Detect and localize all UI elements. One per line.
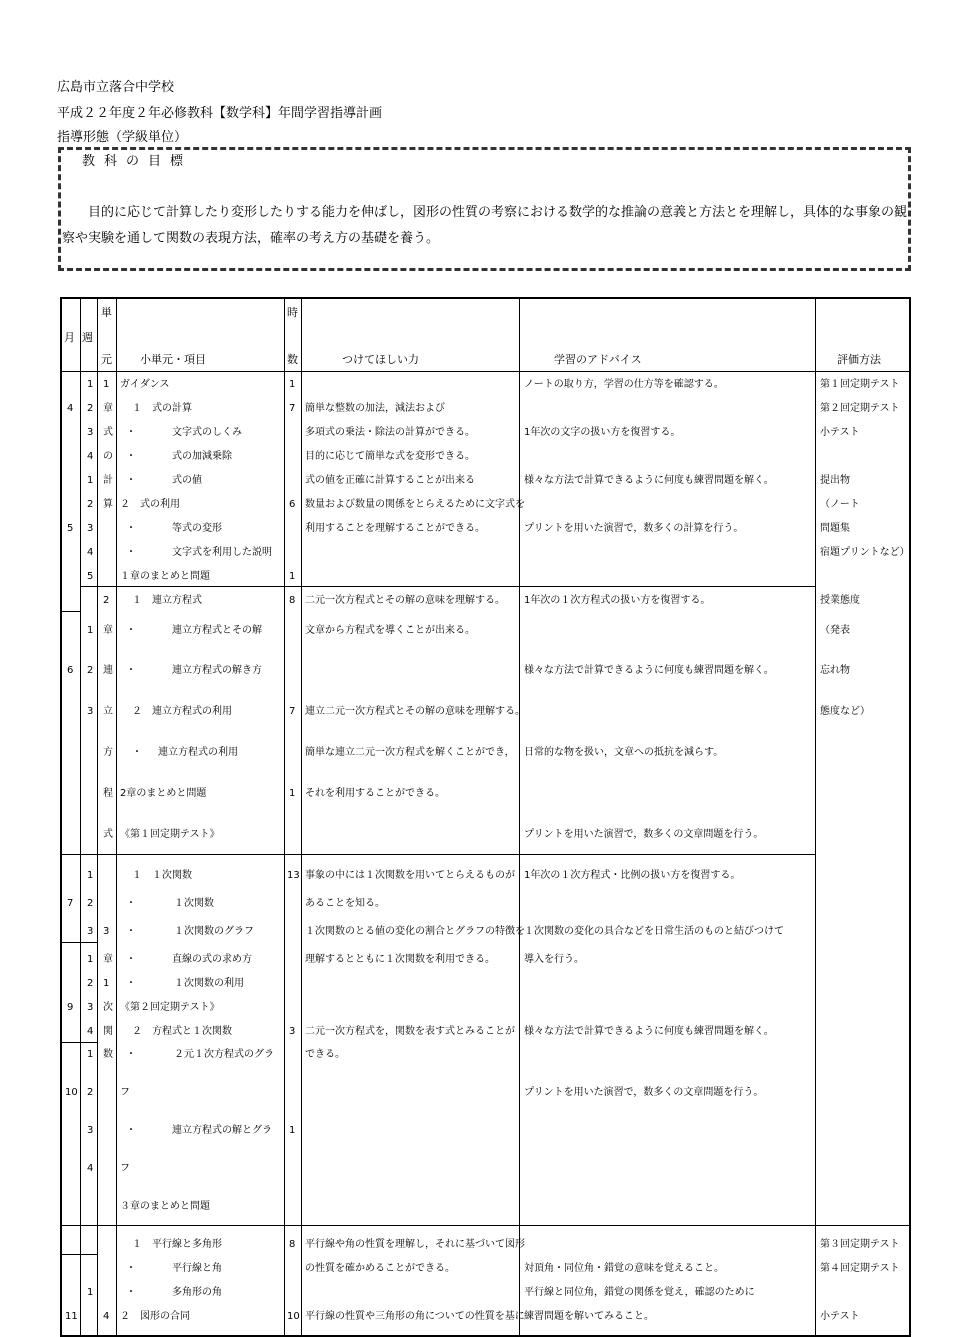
table-cell: １次関数のグラフ: [174, 926, 254, 937]
table-cell: 簡単な連立二元一次方程式を解くことができ，: [305, 747, 515, 758]
table-cell: 7: [289, 706, 296, 717]
table-cell: プリントを用いた演習で，数多くの文章問題を行う。: [524, 1087, 764, 1098]
table-cell: 章: [103, 954, 113, 965]
table-cell: 《第１回定期テスト》: [120, 829, 220, 840]
table-cell: の性質を確かめることができる。: [305, 1263, 455, 1274]
table-cell: 1: [103, 978, 110, 989]
table-cell: 8: [289, 595, 296, 606]
table-cell: 2: [87, 403, 94, 414]
table-cell: 平行線や角の性質を理解し，それに基づいて図形: [305, 1239, 525, 1250]
table-cell: 章: [103, 403, 113, 414]
table-cell: （ノート: [820, 499, 860, 510]
table-cell: 第１回定期テスト: [820, 379, 900, 390]
table-cell: 導入を行う。: [524, 954, 584, 965]
table-cell: 直線の式の求め方: [172, 954, 252, 965]
header-unit: 単: [101, 306, 112, 319]
table-cell: 1年次の１次方程式・比例の扱い方を復習する。: [524, 870, 741, 881]
table-cell: １章のまとめと問題: [120, 571, 210, 582]
table-cell: 3: [87, 926, 94, 937]
table-cell: 2: [87, 1087, 94, 1098]
table-cell: ２ 方程式と１次関数: [132, 1026, 232, 1037]
header-advice: 学習のアドバイス: [554, 353, 642, 366]
table-cell: プリントを用いた演習で，数多くの計算を行う。: [524, 523, 744, 534]
table-cell: 3: [87, 523, 94, 534]
table-cell: 11: [65, 1311, 78, 1322]
table-cell: 9: [67, 1002, 74, 1013]
table-cell: 等式の変形: [172, 523, 222, 534]
table-cell: それを利用することができる。: [305, 788, 445, 799]
table-cell: 1: [289, 379, 296, 390]
table-cell: 態度など）: [820, 706, 870, 717]
table-cell: 式: [103, 427, 113, 438]
table-cell: プリントを用いた演習で，数多くの文章問題を行う。: [524, 829, 764, 840]
table-cell: フ: [120, 1087, 130, 1098]
table-cell: 1: [87, 475, 94, 486]
table-cell: 第４回定期テスト: [820, 1263, 900, 1274]
table-cell: 3: [289, 1026, 296, 1037]
table-cell: ・: [126, 926, 136, 937]
table-cell: 算: [103, 499, 113, 510]
table-cell: ・: [126, 978, 136, 989]
table-cell: １ 式の計算: [132, 403, 192, 414]
table-cell: 次: [103, 1002, 113, 1013]
table-cell: 第２回定期テスト: [820, 403, 900, 414]
table-cell: できる。: [305, 1049, 345, 1060]
table-cell: 小テスト: [820, 427, 860, 438]
table-cell: 6: [289, 499, 296, 510]
header-month: 月: [64, 331, 75, 344]
table-cell: 連立方程式の解き方: [172, 665, 262, 676]
table-cell: 日常的な物を扱い，文章への抵抗を減らす。: [524, 747, 724, 758]
table-cell: 10: [65, 1087, 78, 1098]
table-cell: 平行線と角: [172, 1263, 222, 1274]
table-cell: 4: [87, 1163, 94, 1174]
header-evaluation: 評価方法: [837, 353, 881, 366]
table-cell: 式の加減乗除: [172, 451, 232, 462]
table-cell: １ １次関数: [132, 870, 192, 881]
table-cell: ・: [126, 625, 136, 636]
table-cell: ３章のまとめと問題: [120, 1201, 210, 1212]
table-cell: あることを知る。: [305, 898, 385, 909]
header-unit: 元: [101, 353, 112, 366]
table-cell: 4: [67, 403, 74, 414]
table-cell: 宿題プリントなど）: [820, 547, 910, 558]
table-cell: 多角形の角: [172, 1287, 222, 1298]
table-cell: 2: [87, 665, 94, 676]
table-cell: 2: [87, 898, 94, 909]
table-cell: 連立二元一次方程式とその解の意味を理解する。: [305, 706, 525, 717]
grid-line: [62, 1042, 97, 1043]
table-cell: 対頂角・同位角・錯覚の意味を覚えること。: [524, 1263, 724, 1274]
table-cell: 1: [87, 625, 94, 636]
table-cell: ・: [126, 451, 136, 462]
table-cell: 1: [87, 870, 94, 881]
grid-line: [62, 942, 97, 943]
table-cell: 4: [87, 547, 94, 558]
table-cell: ２ 連立方程式の利用: [132, 706, 232, 717]
grid-line: [815, 299, 816, 1335]
table-cell: ２ 図形の合同: [120, 1311, 190, 1322]
plan-table: [60, 297, 911, 1337]
grid-line: [62, 611, 80, 612]
table-cell: 13: [287, 870, 300, 881]
table-cell: 二元一次方程式とその解の意味を理解する。: [305, 595, 505, 606]
grid-line: [519, 299, 520, 1335]
table-cell: （発表: [820, 625, 850, 636]
header-hours: 数: [287, 353, 298, 366]
table-cell: １ 連立方程式: [132, 595, 202, 606]
table-cell: 連: [103, 665, 113, 676]
table-cell: 授業態度: [820, 595, 860, 606]
table-cell: 多項式の乗法・除法の計算ができる。: [305, 427, 475, 438]
grid-line: [80, 586, 815, 587]
table-cell: 方: [103, 747, 113, 758]
header-hours: 時: [287, 306, 298, 319]
table-cell: ガイダンス: [120, 379, 170, 390]
table-cell: 2章のまとめと問題: [120, 788, 207, 799]
table-cell: 連立方程式とその解: [172, 625, 262, 636]
table-cell: 計: [103, 475, 113, 486]
table-cell: 連立方程式の解とグラ: [172, 1125, 272, 1136]
table-cell: 平行線と同位角，錯覚の関係を覚え，確認のために: [524, 1287, 755, 1298]
table-cell: 理解するとともに１次関数を利用できる。: [305, 954, 495, 965]
table-cell: 1: [87, 954, 94, 965]
table-cell: ・: [126, 1049, 136, 1060]
table-cell: １次関数の利用: [174, 978, 244, 989]
table-cell: 4: [87, 451, 94, 462]
table-cell: ２元１次方程式のグラ: [174, 1049, 274, 1060]
table-cell: 3: [87, 1125, 94, 1136]
table-cell: 式: [103, 829, 113, 840]
table-cell: 様々な方法で計算できるように何度も練習問題を解く。: [524, 475, 774, 486]
table-cell: ノートの取り方，学習の仕方等を確認する。: [524, 379, 724, 390]
table-cell: 文字式のしくみ: [172, 427, 242, 438]
table-cell: 1: [289, 788, 296, 799]
plan-title: 平成２２年度２年必修教科【数学科】年間学習指導計画: [57, 106, 383, 121]
table-cell: 数量および数量の関係をとらえるために文字式を: [305, 499, 525, 510]
table-cell: 1: [87, 379, 94, 390]
table-cell: 関: [103, 1026, 113, 1037]
table-cell: ・: [132, 747, 142, 758]
table-cell: 2: [87, 499, 94, 510]
table-cell: 事象の中には１次関数を用いてとらえるものが: [305, 870, 515, 881]
table-cell: 文章から方程式を導くことが出来る。: [305, 625, 475, 636]
table-cell: 練習問題を解いてみること。: [524, 1311, 654, 1322]
table-cell: 4: [87, 1026, 94, 1037]
table-cell: 式の値を正確に計算することが出来る: [305, 475, 475, 486]
table-cell: 連立方程式の利用: [158, 747, 238, 758]
grid-line: [284, 299, 285, 1335]
table-cell: 2: [87, 978, 94, 989]
table-cell: 8: [289, 1239, 296, 1250]
table-cell: ・: [126, 1125, 136, 1136]
goal-text: 目的に応じて計算したり変形したりする能力を伸ばし，図形の性質の考察における数学的な推論の意義と方法とを理解し，具体的な事象の観察や実験を通して関数の表現方法，確率の考え方の基礎を養う。: [62, 205, 908, 246]
table-cell: 4: [103, 1311, 110, 1322]
goal-title: 教科の目標: [80, 150, 194, 169]
table-cell: 二元一次方程式を，関数を表す式とみることが: [305, 1026, 515, 1037]
table-cell: 3: [103, 926, 110, 937]
table-cell: ・: [126, 1263, 136, 1274]
table-cell: 忘れ物: [820, 665, 850, 676]
table-cell: ・: [126, 547, 136, 558]
grid-line: [301, 299, 302, 1335]
table-cell: 6: [67, 665, 74, 676]
table-cell: ・: [126, 954, 136, 965]
table-cell: ・: [126, 898, 136, 909]
header-skill: つけてほしい力: [342, 353, 419, 366]
teaching-form: 指導形態（学級単位）: [57, 130, 188, 145]
table-cell: 平行線の性質や三角形の角についての性質を基に: [305, 1311, 525, 1322]
table-cell: １次関数: [174, 898, 214, 909]
table-cell: 7: [67, 898, 74, 909]
table-cell: 数: [103, 1049, 113, 1060]
table-cell: 1: [87, 1049, 94, 1060]
table-cell: 提出物: [820, 475, 850, 486]
grid-line: [116, 299, 117, 1335]
table-cell: 目的に応じて簡単な式を変形できる。: [305, 451, 475, 462]
school-name: 広島市立落合中学校: [57, 80, 175, 95]
table-cell: 1年次の文字の扱い方を復習する。: [524, 427, 681, 438]
table-cell: 7: [289, 403, 296, 414]
table-cell: 《第２回定期テスト》: [120, 1002, 220, 1013]
table-cell: 1: [103, 379, 110, 390]
table-cell: 問題集: [820, 523, 850, 534]
table-cell: 1: [289, 1125, 296, 1136]
table-cell: 3: [87, 706, 94, 717]
grid-line: [62, 854, 97, 855]
table-cell: １ 平行線と多角形: [132, 1239, 222, 1250]
table-cell: フ: [120, 1163, 130, 1174]
table-cell: 1: [87, 1287, 94, 1298]
header-item: 小単元・項目: [140, 353, 206, 366]
table-cell: １次関数のとる値の変化の割合とグラフの特徴を: [305, 926, 525, 937]
table-cell: ・: [126, 427, 136, 438]
table-cell: 式の値: [172, 475, 202, 486]
table-cell: 様々な方法で計算できるように何度も練習問題を解く。: [524, 665, 774, 676]
header-week: 週: [82, 331, 93, 344]
grid-line: [80, 299, 81, 1335]
grid-line: [62, 1254, 97, 1255]
table-cell: 3: [87, 427, 94, 438]
table-cell: ・: [126, 665, 136, 676]
table-cell: 3: [87, 1002, 94, 1013]
table-cell: 1年次の１次方程式の扱い方を復習する。: [524, 595, 711, 606]
table-cell: １次関数の変化の具合などを日常生活のものと結びつけて: [524, 926, 784, 937]
table-cell: 5: [87, 571, 94, 582]
table-cell: ・: [126, 475, 136, 486]
table-cell: の: [103, 451, 113, 462]
table-cell: 程: [103, 788, 113, 799]
table-cell: 利用することを理解することができる。: [305, 523, 485, 534]
grid-line: [97, 854, 815, 855]
table-cell: 第３回定期テスト: [820, 1239, 900, 1250]
table-cell: ・: [126, 1287, 136, 1298]
table-cell: 5: [67, 523, 74, 534]
table-cell: 1: [289, 571, 296, 582]
grid-line: [97, 299, 98, 1335]
table-cell: ・: [126, 523, 136, 534]
grid-line: [62, 371, 909, 372]
table-cell: 10: [287, 1311, 300, 1322]
table-cell: 文字式を利用した説明: [172, 547, 272, 558]
grid-line: [62, 1225, 909, 1226]
table-cell: 2: [103, 595, 110, 606]
table-cell: 様々な方法で計算できるように何度も練習問題を解く。: [524, 1026, 774, 1037]
table-cell: 立: [103, 706, 113, 717]
table-cell: ２ 式の利用: [120, 499, 180, 510]
table-cell: 小テスト: [820, 1311, 860, 1322]
table-cell: 章: [103, 625, 113, 636]
table-cell: 簡単な整数の加法，減法および: [305, 403, 445, 414]
